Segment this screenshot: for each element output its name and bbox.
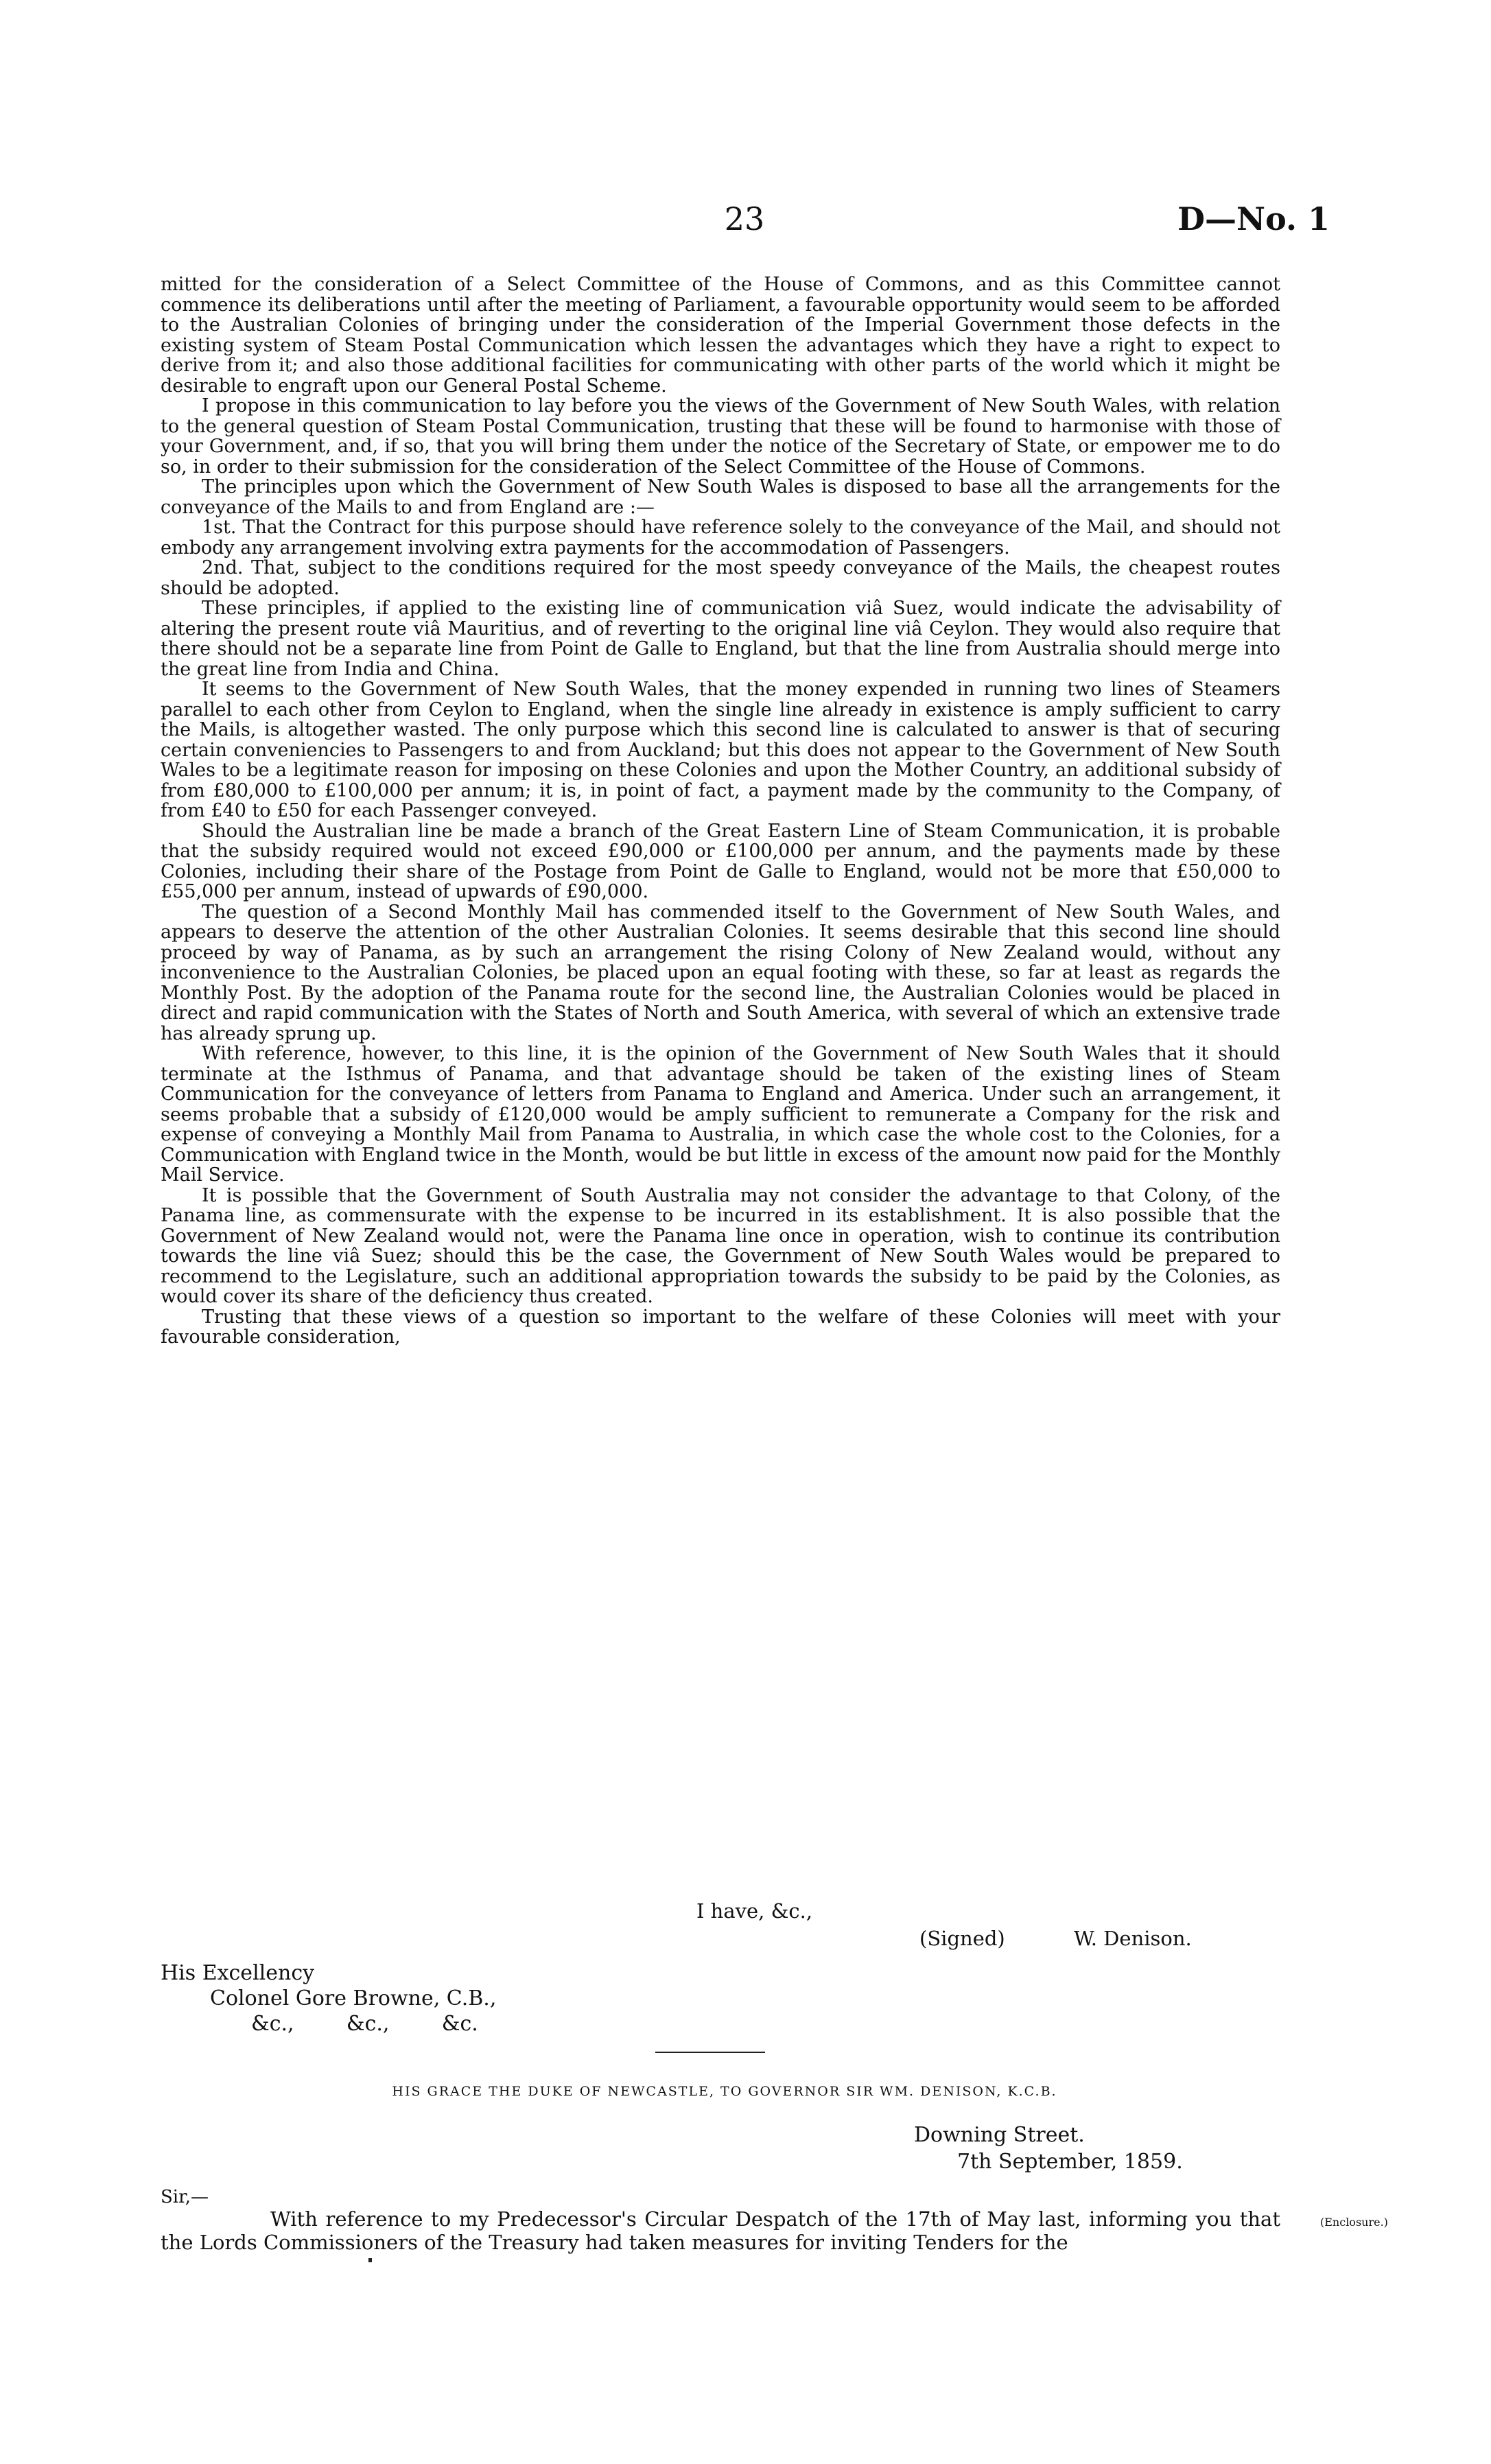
signed-label: (Signed) [919,1927,1005,1950]
paragraph: The principles upon which the Government of New South Wales is disposed to base all the arrangements for the conveyance of the Mails to and from England are :— [161,476,1280,518]
paragraph: These principles, if applied to the existing line of communication viâ Suez, would indicate the advisability of altering the present route viâ Mauritius, and of reverting to the original line viâ Ceylon. They would also require that there should not be a separate line from Point de Galle to England, but that the line from Australia should merge into the great line from India and China. [161,598,1280,680]
signer-name: W. Denison. [1074,1927,1192,1950]
paragraph: With reference, however, to this line, it is the opinion of the Government of New South Wales that it should terminate at the Isthmus of Panama, and that advantage should be taken of the existing lines of Steam Communication for the conveyance of letters from Panama to England and America. Under such an arrangement, it seems probable that a subsidy of £120,000 would be amply sufficient to remunerate a Company for the risk and expense of conveying a Monthly Mail from Panama to Australia, in which case the whole cost to the Colonies, for a Communication with England twice in the Month, would be but little in excess of the amount now paid for the Monthly Mail Service. [161,1043,1280,1186]
despatch-paragraph: With reference to my Predecessor's Circular Despatch of the 17th of May last, informing you that the Lords Commissioners of the Treasury had taken measures for inviting Tenders for the [161,2207,1280,2254]
page-number: 23 [724,200,765,237]
document-reference: D—No. 1 [1177,200,1330,237]
paragraph: 2nd. That, subject to the conditions required for the most speedy conveyance of the Mails, the cheapest routes should be adopted. [161,557,1280,599]
despatch-place: Downing Street. [914,2123,1085,2147]
paragraph: The question of a Second Monthly Mail has commended itself to the Government of New South Wales, and appears to deserve the attention of the other Australian Colonies. It seems desirable that this second line should proceed by way of Panama, as by such an arrangement the rising Colony of New Zealand would, without any inconvenience to the Australian Colonies, be placed upon an equal footing with these, so far at least as regards the Monthly Post. By the adoption of the Panama route for the second line, the Australian Colonies would be placed in direct and rapid communication with the States of North and South America, with several of which an extensive trade has already sprung up. [161,901,1280,1044]
addressee-line-1: His Excellency [161,1961,315,1985]
paragraph: mitted for the consideration of a Select Committee of the House of Commons, and as this Committee cannot commence its deliberations until after the meeting of Parliament, a favourable opportunity would seem to be afforded to the Australian Colonies of bringing under the consideration of the Imperial Government those defects in the existing system of Steam Postal Communication which lessen the advantages which they have a right to expect to derive from it; and also those additional facilities for communicating with other parts of the world which it might be desirable to engraft upon our General Postal Scheme. [161,274,1280,397]
paragraph: I propose in this communication to lay before you the views of the Government of New South Wales, with relation to the general question of Steam Postal Communication, trusting that these will be found to harmonise with those of your Government, and, if so, that you will bring them under the notice of the Secretary of State, or empower me to do so, in order to their submission for the consideration of the Select Committee of the House of Commons. [161,395,1280,478]
paragraph: It is possible that the Government of South Australia may not consider the advantage to that Colony, of the Panama line, as commensurate with the expense to be incurred in its establishment. It is also possible that the Government of New Zealand would not, were the Panama line once in operation, wish to continue its contribution towards the line viâ Suez; should this be the case, the Government of New South Wales would be prepared to recommend to the Legislature, such an additional appropriation towards the subsidy to be paid by the Colonies, as would cover its share of the deficiency thus created. [161,1184,1280,1307]
ink-mark [368,2258,372,2262]
addressee-line-2: Colonel Gore Browne, C.B., [210,1986,497,2010]
paragraph: It seems to the Government of New South Wales, that the money expended in running two lines of Steamers parallel to each other from Ceylon to England, when the single line already in existence is amply sufficient to carry the Mails, is altogether wasted. The only purpose which this second line is calculated to answer is that of securing certain conveniencies to Passengers to and from Auckland; but this does not appear to the Government of New South Wales to be a legitimate reason for imposing on these Colonies and upon the Mother Country, an additional subsidy of from £80,000 to £100,000 per annum; it is, in point of fact, a payment made by the community to the Company, of from £40 to £50 for each Passenger conveyed. [161,679,1280,821]
paragraph: 1st. That the Contract for this purpose should have reference solely to the conveyance of the Mail, and should not embody any arrangement involving extra payments for the accommodation of Passengers. [161,517,1280,559]
section-divider [655,2052,765,2053]
paragraph: Trusting that these views of a question so important to the welfare of these Colonies will meet with your favourable consideration, [161,1306,1280,1348]
despatch-date: 7th September, 1859. [957,2150,1183,2174]
despatch-heading: HIS GRACE THE DUKE OF NEWCASTLE, TO GOVERNOR SIR WM. DENISON, K.C.B. [392,2084,1057,2099]
paragraph: Should the Australian line be made a branch of the Great Eastern Line of Steam Communication, it is probable that the subsidy required would not exceed £90,000 or £100,000 per annum, and the payments made by these Colonies, including their share of the Postage from Point de Galle to England, would not be more that £50,000 to £55,000 per annum, instead of upwards of £90,000. [161,820,1280,902]
letter-body [161,274,1280,1348]
margin-note: (Enclosure.) [1320,2216,1388,2229]
addressee-line-3: &c., &c., &c. [251,2012,478,2036]
closing-phrase: I have, &c., [696,1899,813,1923]
salutation: Sir,— [161,2187,209,2207]
